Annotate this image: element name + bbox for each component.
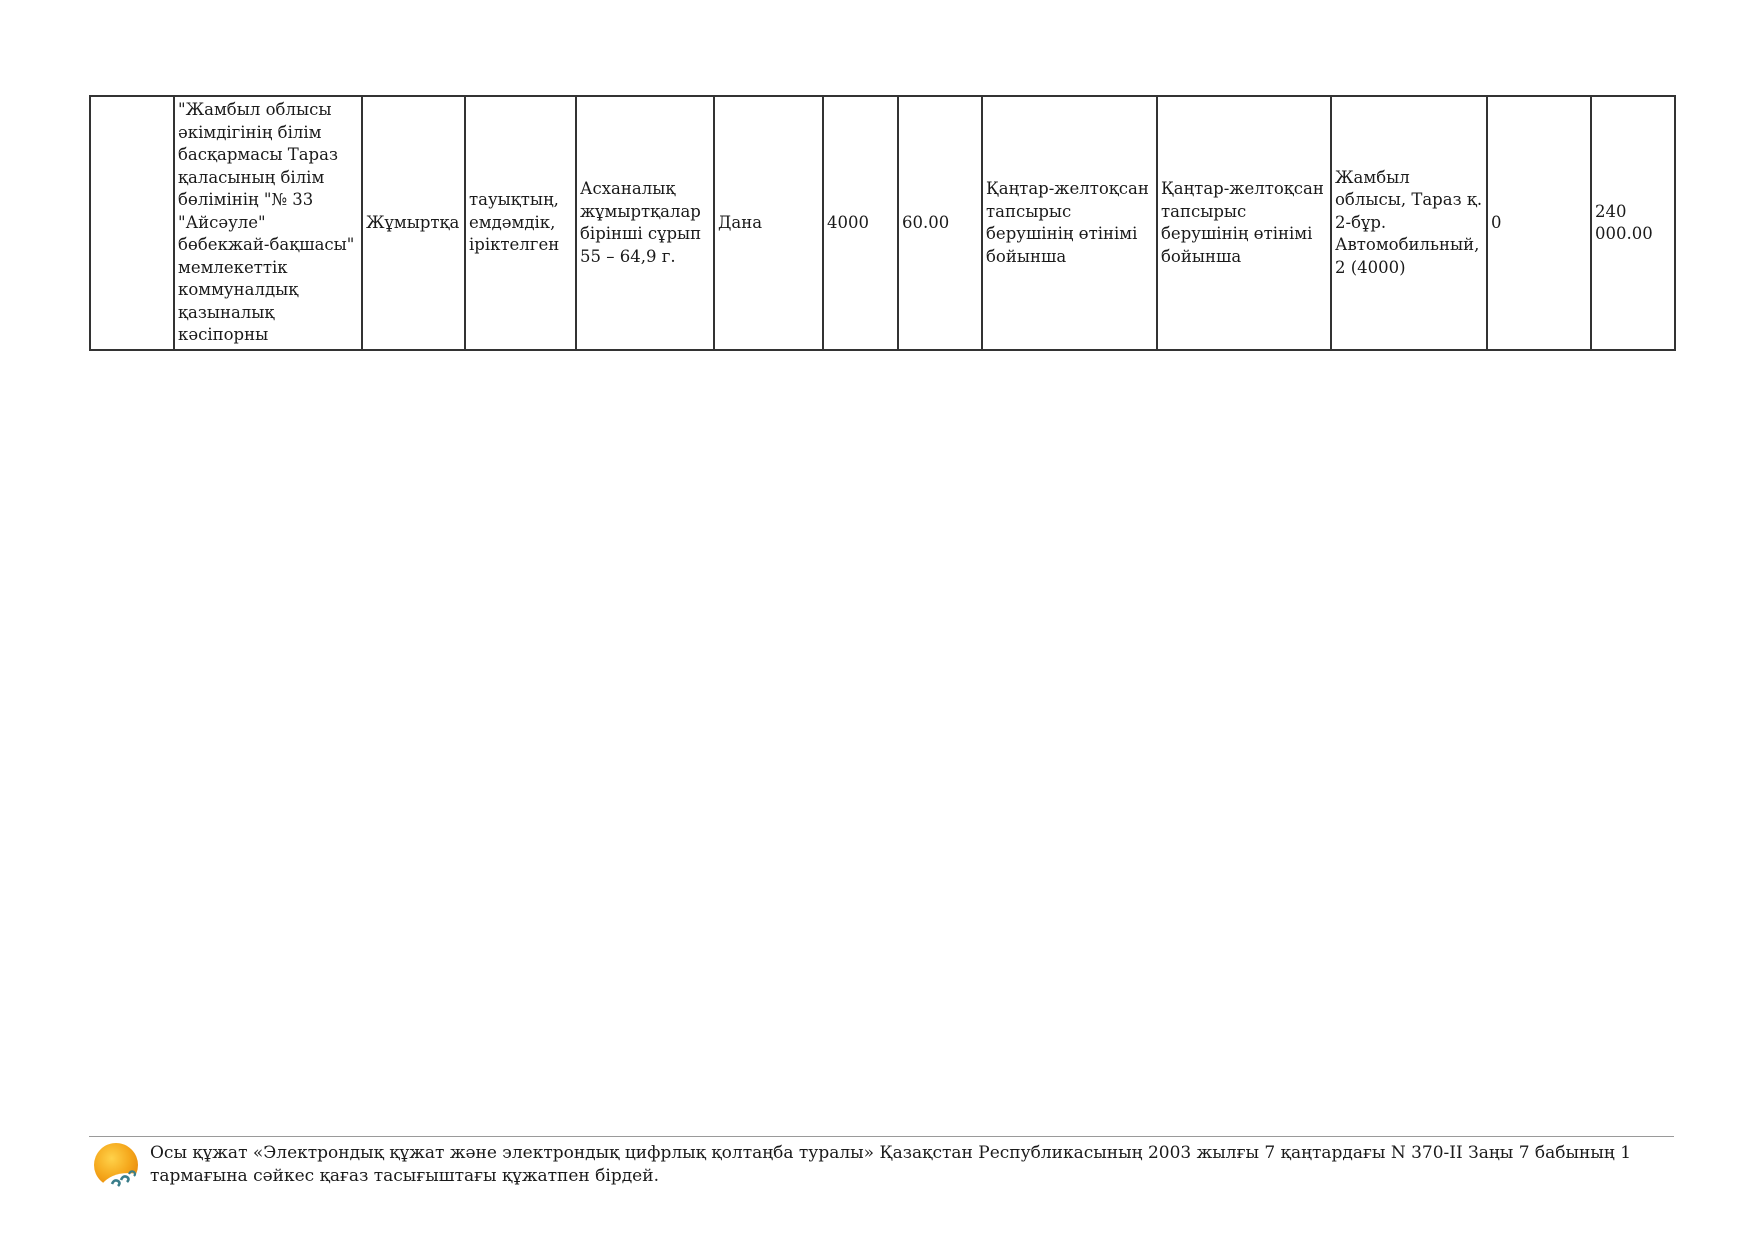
delivery-period-cell: Қаңтар-желтоқсан тапсырыс берушінің өтінімі бойынша — [982, 96, 1157, 350]
table-row — [90, 96, 1675, 350]
quantity-cell: 4000 — [823, 96, 898, 350]
delivery-address-cell: Жамбыл облысы, Тараз қ. 2-бұр. Автомобильный, 2 (4000) — [1331, 96, 1487, 350]
advance-payment-cell: 0 — [1487, 96, 1591, 350]
delivery-terms-cell: Қаңтар-желтоқсан тапсырыс берушінің өтінімі бойынша — [1157, 96, 1331, 350]
product-specification-cell: Асханалық жұмыртқалар бірінші сұрып 55 – 64,9 г. — [576, 96, 714, 350]
product-name-cell: Жұмыртқа — [362, 96, 465, 350]
footer-divider — [89, 1136, 1674, 1137]
procurement-table — [89, 95, 1676, 351]
unit-price-cell: 60.00 — [898, 96, 982, 350]
customer-cell: "Жамбыл облысы әкімдігінің білім басқармасы Тараз қаласының білім бөлімінің "№ 33 "Айсәуле" бөбекжай-бақшасы" мемлекеттік коммуналдық қазыналық кәсіпорны — [174, 96, 362, 350]
product-description-cell: тауықтың, емдәмдік, іріктелген — [465, 96, 576, 350]
egov-seal-icon — [92, 1140, 144, 1192]
total-amount-cell: 240 000.00 — [1591, 96, 1675, 350]
unit-cell: Дана — [714, 96, 823, 350]
footer-legal-note: Осы құжат «Электрондық құжат және электрондық цифрлық қолтаңба туралы» Қазақстан Республикасының 2003 жылғы 7 қаңтардағы N 370-II Заңы 7 бабының 1 тармағына сәйкес қағаз тасығыштағы құжатпен бірдей. — [150, 1143, 1632, 1186]
row-number-cell — [90, 96, 174, 350]
